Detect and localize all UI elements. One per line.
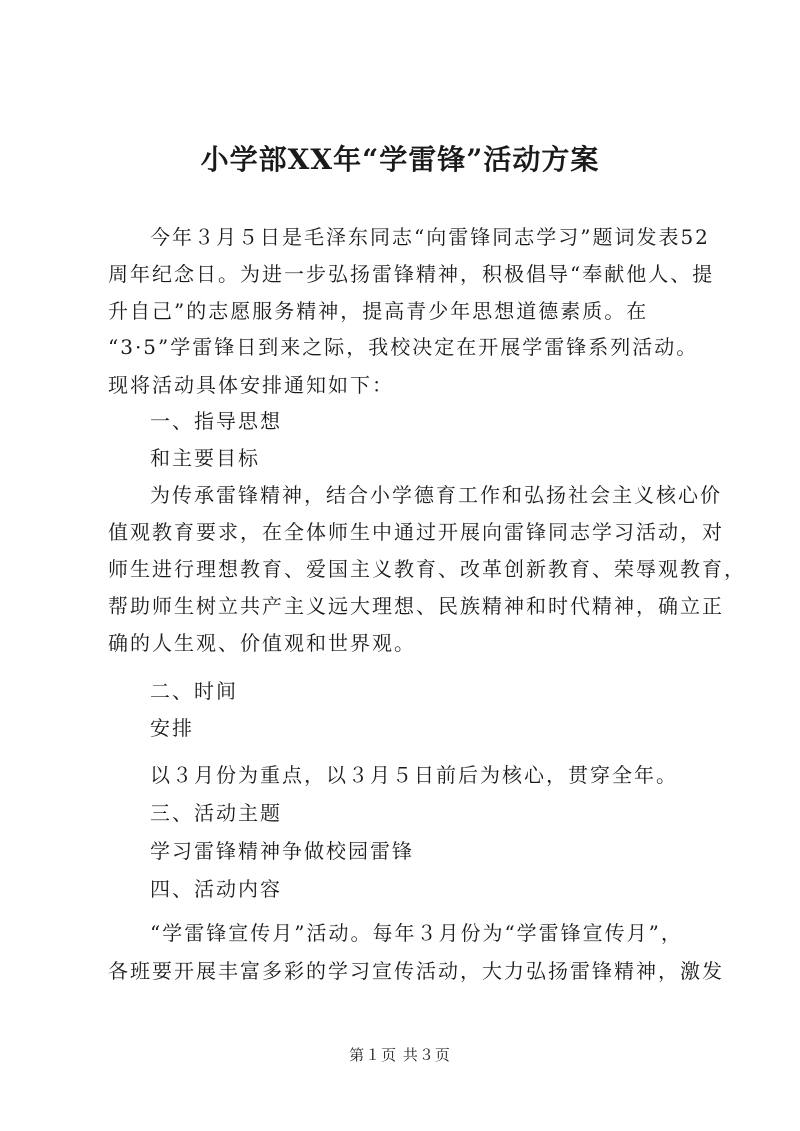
paragraph-line: 为传承雷锋精神，结合小学德育工作和弘扬社会主义核心价	[150, 483, 722, 507]
section-heading: 四、活动内容	[150, 877, 282, 901]
document-title: 小学部XX年“学雷锋”活动方案	[200, 143, 600, 176]
section-heading: 和主要目标	[150, 446, 260, 470]
section-heading: 三、活动主题	[150, 801, 282, 825]
paragraph-line: 今年３月５日是毛泽东同志“向雷锋同志学习”题词发表52	[150, 225, 710, 249]
section-heading: 安排	[150, 716, 194, 740]
paragraph-line: 现将活动具体安排通知如下：	[108, 373, 394, 397]
paragraph-line: 帮助师生树立共产主义远大理想、民族精神和时代精神，确立正	[108, 594, 724, 618]
paragraph-line: 升自己”的志愿服务精神，提高青少年思想道德素质。在	[108, 299, 649, 323]
paragraph-line: “3·5”学雷锋日到来之际，我校决定在开展学雷锋系列活动。	[108, 335, 699, 359]
paragraph-line: 师生进行理想教育、爱国主义教育、改革创新教育、荣辱观教育，	[108, 557, 746, 581]
paragraph-line: 周年纪念日。为进一步弘扬雷锋精神，积极倡导“奉献他人、提	[108, 262, 715, 286]
paragraph-line: 学习雷锋精神争做校园雷锋	[150, 839, 414, 863]
paragraph-line: 以３月份为重点，以３月５日前后为核心，贯穿全年。	[150, 763, 678, 787]
paragraph-line: 确的人生观、价值观和世界观。	[108, 631, 416, 655]
paragraph-line: 值观教育要求，在全体师生中通过开展向雷锋同志学习活动，对	[108, 520, 724, 544]
page-indicator: 第１页 共３页	[349, 1046, 451, 1064]
paragraph-line: “学雷锋宣传月”活动。每年３月份为“学雷锋宣传月”，	[150, 921, 683, 945]
paragraph-line: 各班要开展丰富多彩的学习宣传活动，大力弘扬雷锋精神，激发	[108, 959, 724, 983]
section-heading: 一、指导思想	[150, 409, 282, 433]
section-heading: 二、时间	[150, 679, 238, 703]
